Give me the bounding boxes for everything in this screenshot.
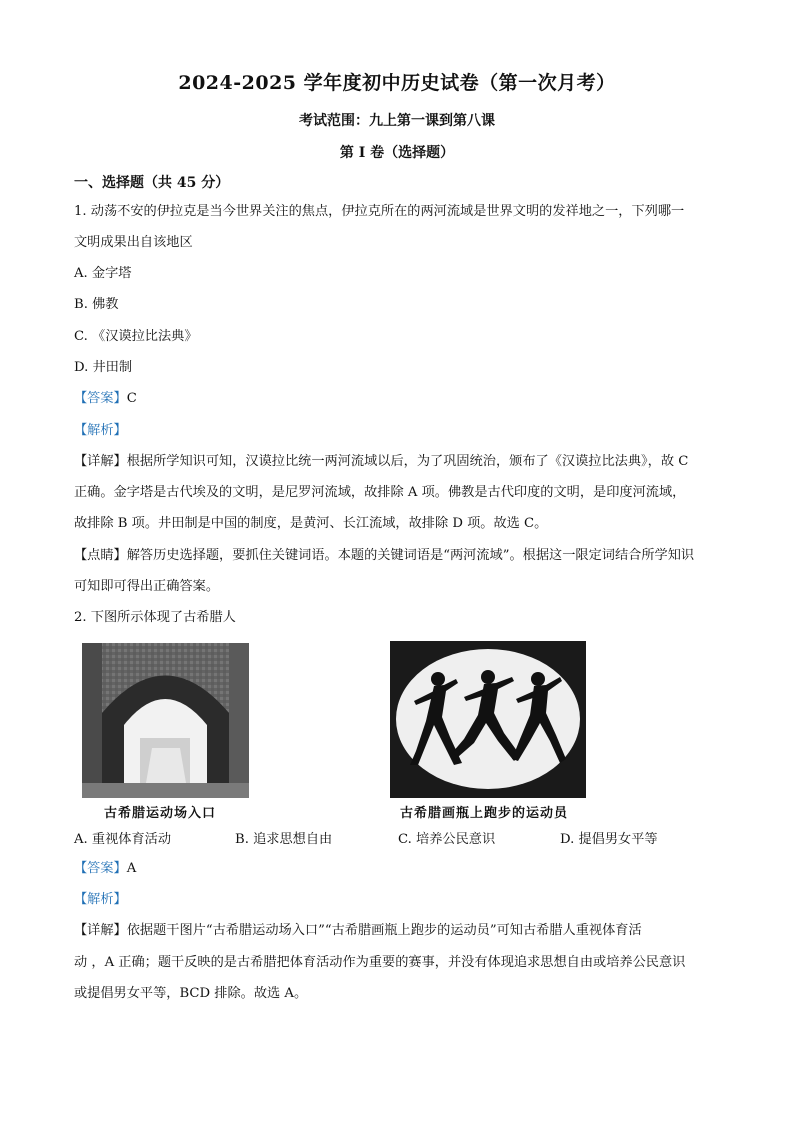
q1-stem-line1: 1. 动荡不安的伊拉克是当今世界关注的焦点，伊拉克所在的两河流域是世界文明的发祥地之一，下列哪一	[74, 204, 685, 219]
q2-option-b: B. 追求思想自由	[235, 832, 333, 847]
q1-option-a: A. 金字塔	[74, 266, 132, 281]
vase-runners-image	[390, 641, 586, 798]
stadium-entrance-illustration	[82, 643, 249, 798]
q1-point-line1	[74, 546, 694, 566]
detail-tag: 【详解】	[74, 923, 127, 938]
q1-option-d: D. 井田制	[74, 360, 133, 375]
q1-detail-line1	[74, 452, 688, 472]
section-heading: 一、选择题（共 45 分）	[74, 175, 230, 191]
q1-analysis-tag: 【解析】	[74, 423, 127, 438]
q1-answer	[74, 389, 137, 409]
answer-tag: 【答案】	[74, 861, 127, 876]
q2-option-d: D. 提倡男女平等	[560, 832, 658, 847]
q1-detail-line3: 故排除 B 项。井田制是中国的制度，是黄河、长江流域，故排除 D 项。故选 C。	[74, 516, 548, 531]
volume-heading: 第 I 卷（选择题）	[339, 145, 455, 161]
page-title: 2024-2025 学年度初中历史试卷（第一次月考）	[178, 72, 616, 94]
q1-option-b: B. 佛教	[74, 297, 119, 312]
q2-detail-line3: 或提倡男女平等，BCD 排除。故选 A。	[74, 986, 308, 1001]
q2-option-c: C. 培养公民意识	[398, 832, 496, 847]
point-tag: 【点睛】	[74, 548, 127, 563]
caption-stadium: 古希腊运动场入口	[104, 806, 217, 821]
detail-text: 依据题干图片“古希腊运动场入口”“古希腊画瓶上跑步的运动员”可知古希腊人重视体育活	[126, 923, 642, 938]
q2-option-a: A. 重视体育活动	[74, 832, 172, 847]
answer-tag: 【答案】	[74, 391, 127, 406]
q2-detail-line2: 动 ，A 正确；题干反映的是古希腊把体育活动作为重要的赛事，并没有体现追求思想自由或培养公民意识	[74, 955, 686, 970]
q2-stem: 2. 下图所示体现了古希腊人	[74, 610, 236, 625]
q2-answer	[74, 859, 136, 879]
point-text: 解答历史选择题，要抓住关键词语。本题的关键词语是“两河流域”。根据这一限定词结合所学知识	[126, 548, 695, 563]
q2-detail-line1	[74, 921, 642, 941]
stadium-entrance-image	[82, 643, 249, 798]
vase-runners-illustration	[390, 641, 586, 798]
q1-detail-line2: 正确。金字塔是古代埃及的文明，是尼罗河流域，故排除 A 项。佛教是古代印度的文明，是印度河流域，	[74, 485, 686, 500]
q2-analysis-tag: 【解析】	[74, 892, 127, 907]
detail-text: 根据所学知识可知，汉谟拉比统一两河流域以后，为了巩固统治，颁布了《汉谟拉比法典》，故 C	[126, 454, 689, 469]
q1-stem-line2: 文明成果出自该地区	[74, 235, 193, 250]
answer-value: A	[126, 861, 137, 876]
exam-scope: 考试范围：九上第一课到第八课	[299, 113, 495, 129]
answer-value: C	[126, 391, 137, 406]
q1-point-line2: 可知即可得出正确答案。	[74, 579, 220, 594]
q1-option-c: C. 《汉谟拉比法典》	[74, 329, 198, 344]
detail-tag: 【详解】	[74, 454, 127, 469]
caption-vase: 古希腊画瓶上跑步的运动员	[400, 806, 569, 821]
